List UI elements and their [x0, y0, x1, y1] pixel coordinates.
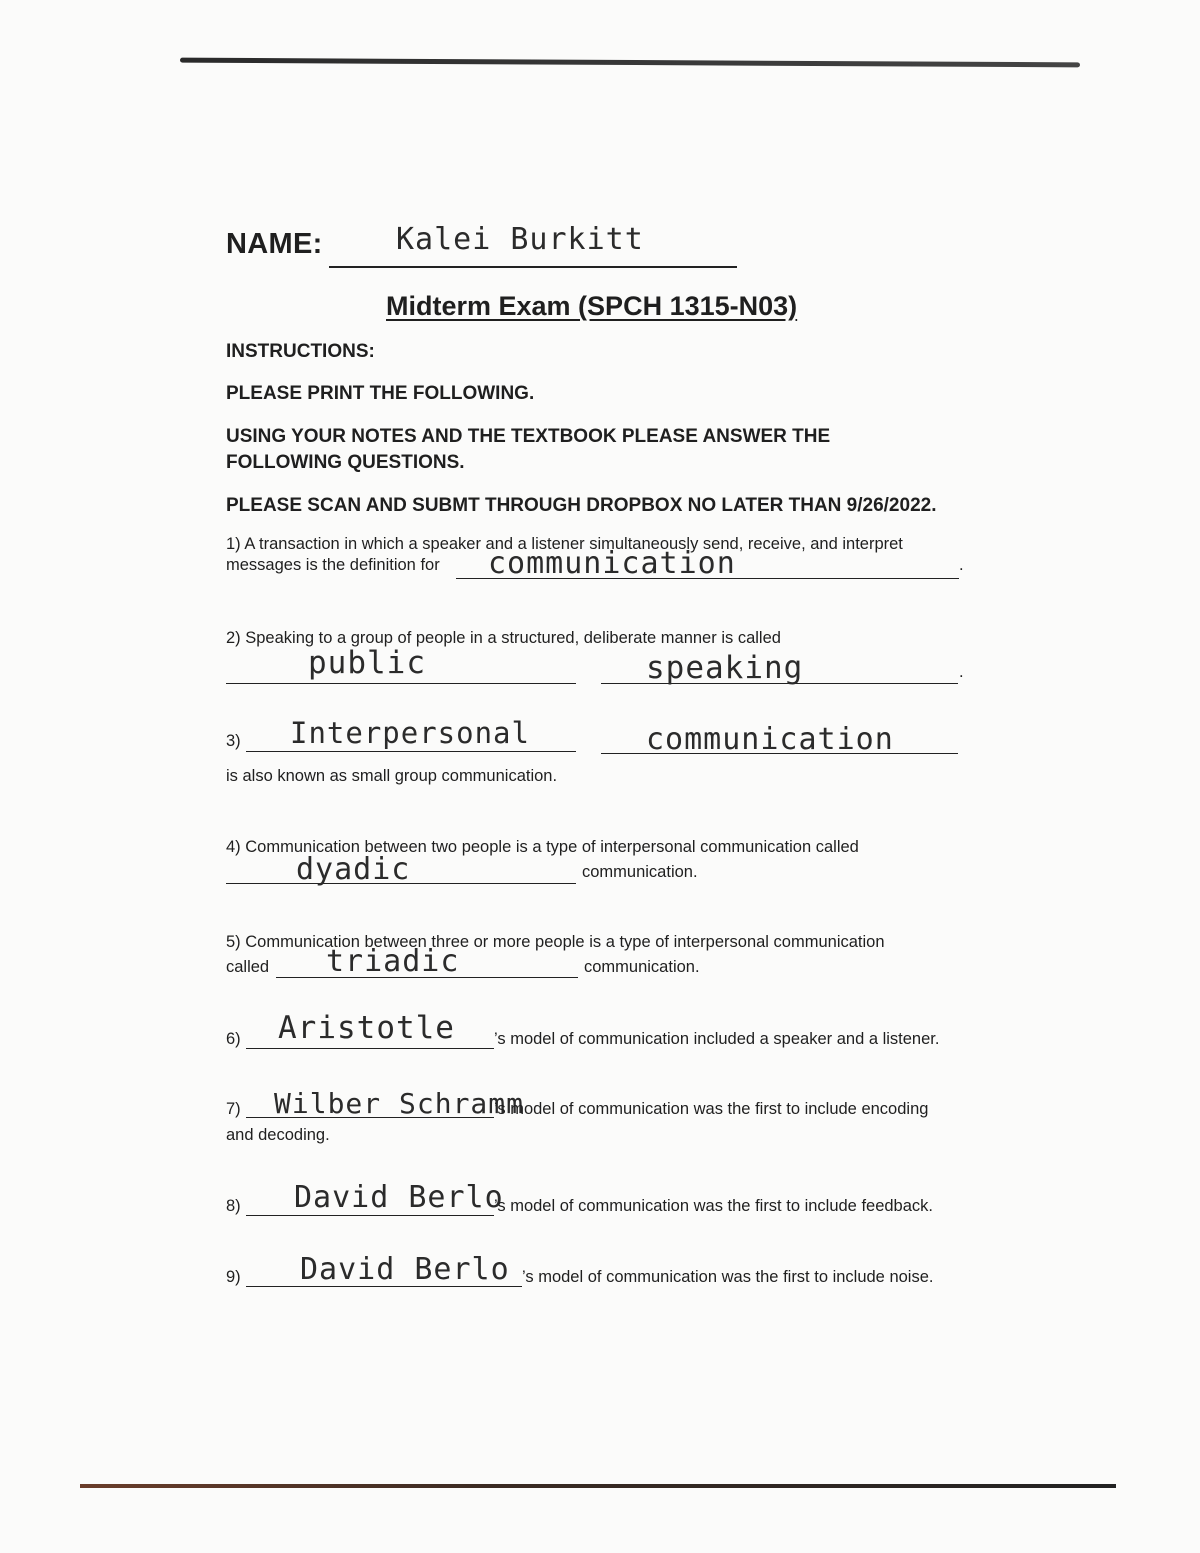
paper-edge-top	[180, 58, 1080, 68]
question-9-text: ’s model of communication was the first to include noise.	[522, 1268, 934, 1286]
name-field[interactable]	[329, 266, 737, 268]
answer-4-value: dyadic	[296, 852, 411, 887]
answer-9-value: David Berlo	[300, 1252, 510, 1287]
answer-7-value: Wilber Schramm	[274, 1087, 525, 1120]
question-1-end: .	[959, 556, 964, 574]
answer-8-value: David Berlo	[294, 1180, 504, 1215]
answer-3b-value: communication	[646, 722, 894, 757]
question-6-num: 6)	[226, 1030, 241, 1048]
name-row	[226, 222, 644, 261]
question-3-num: 3)	[226, 732, 241, 750]
answer-3a-value: Interpersonal	[290, 716, 530, 750]
question-2-text: 2) Speaking to a group of people in a structured, deliberate manner is called	[226, 629, 781, 647]
question-1-text: 1) A transaction in which a speaker and a listener simultaneously send, receive, and interpret	[226, 535, 903, 553]
answer-2a-field[interactable]	[226, 683, 576, 684]
instructions-heading: INSTRUCTIONS:	[226, 341, 375, 362]
instruction-line-3: PLEASE SCAN AND SUBMT THROUGH DROPBOX NO LATER THAN 9/26/2022.	[226, 495, 937, 516]
name-label: NAME:	[226, 228, 323, 260]
question-7-text-b: and decoding.	[226, 1126, 330, 1144]
question-7-text: ’s model of communication was the first to include encoding	[494, 1100, 929, 1118]
question-2-end: .	[959, 663, 964, 681]
question-5-text-b: called	[226, 958, 270, 976]
question-5-text: 5) Communication between three or more people is a type of interpersonal communication	[226, 933, 885, 951]
answer-2b-value: speaking	[646, 650, 804, 686]
answer-3a-field[interactable]	[246, 751, 576, 752]
answer-8-field[interactable]	[246, 1215, 494, 1216]
instruction-line-2: USING YOUR NOTES AND THE TEXTBOOK PLEASE ANSWER THE FOLLOWING QUESTIONS.	[226, 426, 831, 473]
answer-1-value: communication	[488, 546, 736, 581]
answer-6-value: Aristotle	[278, 1010, 455, 1046]
answer-6-field[interactable]	[246, 1048, 494, 1049]
paper-edge-bottom	[80, 1484, 1116, 1488]
question-8-text: ’s model of communication was the first to include feedback.	[494, 1197, 933, 1215]
answer-5-value: triadic	[326, 944, 460, 979]
question-8-num: 8)	[226, 1197, 241, 1215]
question-1-text-b: messages is the definition for	[226, 556, 440, 574]
question-4-text-b: communication.	[582, 863, 698, 881]
answer-2a-value: public	[308, 645, 426, 681]
name-value: Kalei Burkitt	[396, 222, 644, 257]
question-7-num: 7)	[226, 1100, 241, 1118]
question-5-text-c: communication.	[584, 958, 700, 976]
instruction-line-1: PLEASE PRINT THE FOLLOWING.	[226, 383, 535, 404]
question-9-num: 9)	[226, 1268, 241, 1286]
question-4-text: 4) Communication between two people is a type of interpersonal communication called	[226, 838, 859, 856]
question-6-text: ’s model of communication included a speaker and a listener.	[494, 1030, 940, 1048]
question-3-text: is also known as small group communication.	[226, 767, 558, 785]
exam-title: Midterm Exam (SPCH 1315-N03)	[386, 291, 798, 321]
